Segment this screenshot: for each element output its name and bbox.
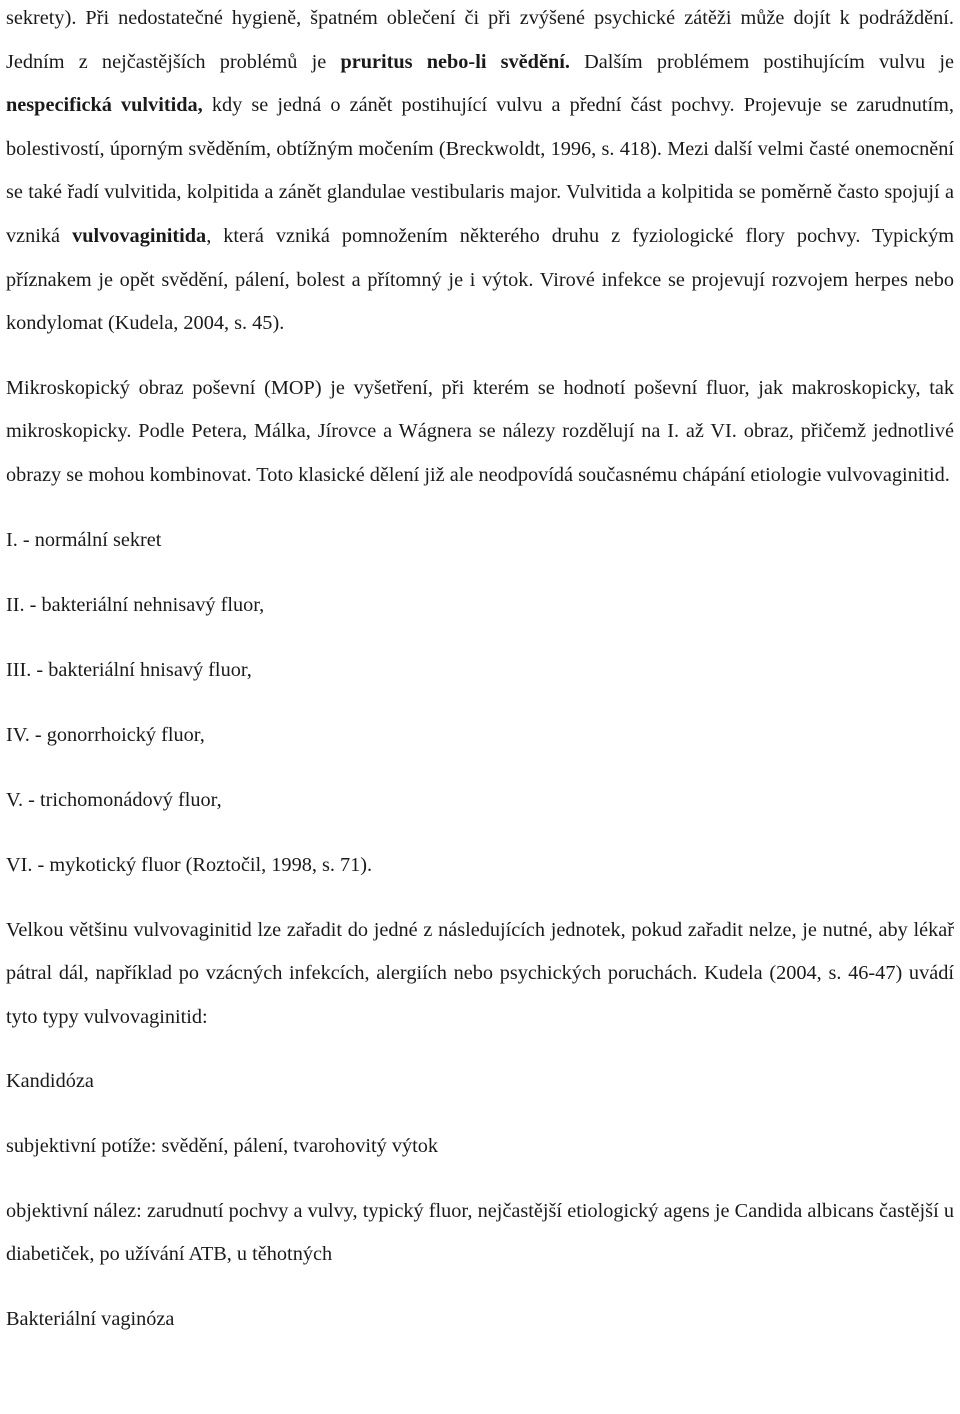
list-item: III. - bakteriální hnisavý fluor, (6, 658, 252, 681)
mop-classification-list (6, 519, 954, 888)
bold-term-vulvitida: nespecifická vulvitida, (6, 94, 203, 117)
list-item: II. - bakteriální nehnisavý fluor, (6, 593, 265, 616)
kandidoza-objective: objektivní nález: zarudnutí pochvy a vulvy, typický fluor, nejčastější etiologický agens je Candida albicans častější u diabetiček, po užívání ATB, u těhotných (6, 1199, 954, 1266)
text-run: sekrety). Při nedostatečné hygieně, špatném oblečení či při zvýšené psychické zátěži může dojít k podráždění. Jedním z nejčastějších problémů je (6, 7, 954, 73)
bold-term-pruritus: pruritus nebo-li svědění. (340, 50, 570, 73)
list-item: I. - normální sekret (6, 528, 162, 551)
paragraph-vulvovaginitid-types: Velkou většinu vulvovaginitid lze zařadit do jedné z následujících jednotek, pokud zařadit nelze, je nutné, aby lékař pátral dál, například po vzácných infekcích, alergiích nebo psychických poruchách. Kudela (2004, s. 46-47) uvádí tyto typy vulvovaginitid: (6, 918, 954, 1028)
list-item: V. - trichomonádový fluor, (6, 788, 222, 811)
heading-kandidoza: Kandidóza (6, 1070, 94, 1093)
paragraph-mop: Mikroskopický obraz poševní (MOP) je vyšetření, při kterém se hodnotí poševní fluor, jak makroskopicky, tak mikroskopicky. Podle Petera, Málka, Jírovce a Wágnera se nálezy rozdělují na I. až VI. obraz, přičemž jednotlivé obrazy se mohou kombinovat. Toto klasické dělení již ale neodpovídá současnému chápání etiologie vulvovaginitid. (6, 376, 954, 486)
paragraph-vulvitis (6, 0, 954, 346)
list-item: IV. - gonorrhoický fluor, (6, 723, 205, 746)
text-run: kdy se jedná o zánět postihující vulvu a přední část pochvy. Projevuje se zarudnutím, bolestivostí, úporným svěděním, obtížným močením (Breckwoldt, 1996, s. 418). Mezi další velmi časté onemocnění se také řadí vulvitida, kolpitida a zánět glandulae vestibularis major. Vulvitida a kolpitida se poměrně často spojují a vzniká (6, 94, 954, 247)
kandidoza-subjective: subjektivní potíže: svědění, pálení, tvarohovitý výtok (6, 1134, 439, 1157)
text-run: Dalším problémem postihujícím vulvu je (569, 50, 954, 73)
list-item: VI. - mykotický fluor (Roztočil, 1998, s. 71). (6, 854, 373, 876)
bold-term-vulvovaginitida: vulvovaginitida (72, 224, 207, 247)
heading-bakterialni-vaginoza: Bakteriální vaginóza (6, 1307, 175, 1330)
text-run: , která vzniká pomnožením některého druhu z fyziologické flory pochvy. Typickým příznakem je opět svědění, pálení, bolest a přítomný je i výtok. Virové infekce se projevují rozvojem herpes nebo kondylomat (Kudela, 2004, s. 45). (6, 224, 954, 335)
